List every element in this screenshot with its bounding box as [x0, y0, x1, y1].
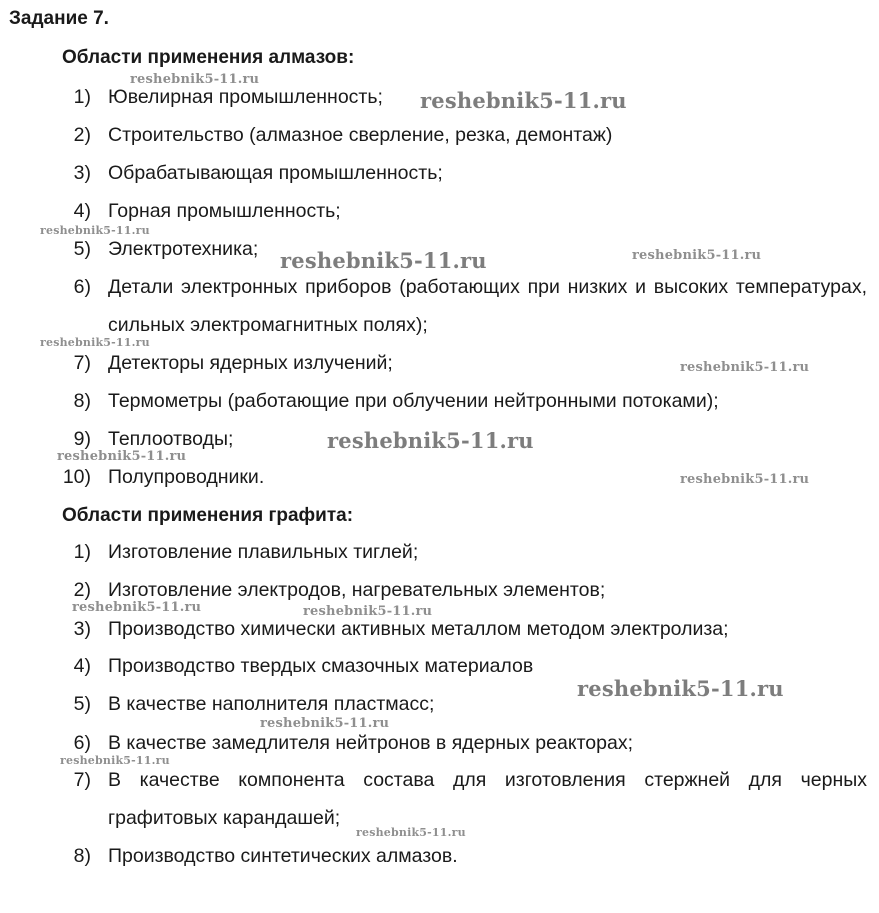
list-text: Производство химически активных металлом методом электролиза; [108, 618, 729, 640]
list-number: 7) [73, 352, 91, 374]
list-text: Термометры (работающие при облучении нейтронными потоками); [108, 390, 719, 412]
watermark: reshebnik5-11.ru [130, 72, 260, 87]
page-title: Задание 7. [9, 8, 109, 29]
list-number: 1) [73, 541, 91, 563]
watermark: reshebnik5-11.ru [40, 336, 150, 349]
list-text: Теплоотводы; [108, 428, 234, 450]
list-text: Производство твердых смазочных материалов [108, 655, 534, 677]
list-number: 6) [73, 276, 91, 298]
list-number: 3) [73, 618, 91, 640]
list-text: Горная промышленность; [108, 200, 341, 222]
watermark: reshebnik5-11.ru [420, 88, 627, 113]
list-number: 1) [73, 86, 91, 108]
list-text: Детекторы ядерных излучений; [108, 352, 393, 374]
list-number: 10) [62, 466, 91, 488]
watermark: reshebnik5-11.ru [280, 248, 487, 273]
list-number: 7) [73, 769, 91, 791]
watermark: reshebnik5-11.ru [680, 472, 810, 487]
list-text: Изготовление плавильных тиглей; [108, 541, 419, 563]
list-text: Детали электронных приборов (работающих при низких и высоких температурах, сильных электромагнитных полях); [108, 276, 867, 336]
watermark: reshebnik5-11.ru [356, 826, 466, 839]
list-text: Производство синтетических алмазов. [108, 845, 458, 867]
list-number: 8) [73, 390, 91, 412]
watermark: reshebnik5-11.ru [260, 716, 390, 731]
list-number: 6) [73, 732, 91, 754]
watermark: reshebnik5-11.ru [60, 754, 170, 767]
list-number: 4) [73, 200, 91, 222]
list-number: 3) [73, 162, 91, 184]
list-text: Электротехника; [108, 238, 259, 260]
section-heading-diamonds: Области применения алмазов: [62, 47, 355, 68]
list-number: 2) [73, 579, 91, 601]
list-number: 4) [73, 655, 91, 677]
list-number: 9) [73, 428, 91, 450]
watermark: reshebnik5-11.ru [57, 449, 187, 464]
list-number: 5) [73, 238, 91, 260]
watermark: reshebnik5-11.ru [303, 604, 433, 619]
list-text: Ювелирная промышленность; [108, 86, 383, 108]
list-text: Полупроводники. [108, 466, 265, 488]
list-number: 2) [73, 124, 91, 146]
section-heading-graphite: Области применения графита: [62, 505, 354, 526]
watermark: reshebnik5-11.ru [72, 600, 202, 615]
list-number: 8) [73, 845, 91, 867]
watermark: reshebnik5-11.ru [327, 428, 534, 453]
list-text: Обрабатывающая промышленность; [108, 162, 443, 184]
list-text: Изготовление электродов, нагревательных элементов; [108, 579, 606, 601]
list-text: В качестве замедлителя нейтронов в ядерных реакторах; [108, 732, 633, 754]
list-text: В качестве компонента состава для изготовления стержней для черных графитовых карандашей; [108, 769, 867, 829]
watermark: reshebnik5-11.ru [632, 248, 762, 263]
watermark: reshebnik5-11.ru [577, 676, 784, 701]
list-text: В качестве наполнителя пластмасс; [108, 693, 435, 715]
list-text: Строительство (алмазное сверление, резка, демонтаж) [108, 124, 613, 146]
watermark: reshebnik5-11.ru [680, 360, 810, 375]
watermark: reshebnik5-11.ru [40, 224, 150, 237]
list-number: 5) [73, 693, 91, 715]
